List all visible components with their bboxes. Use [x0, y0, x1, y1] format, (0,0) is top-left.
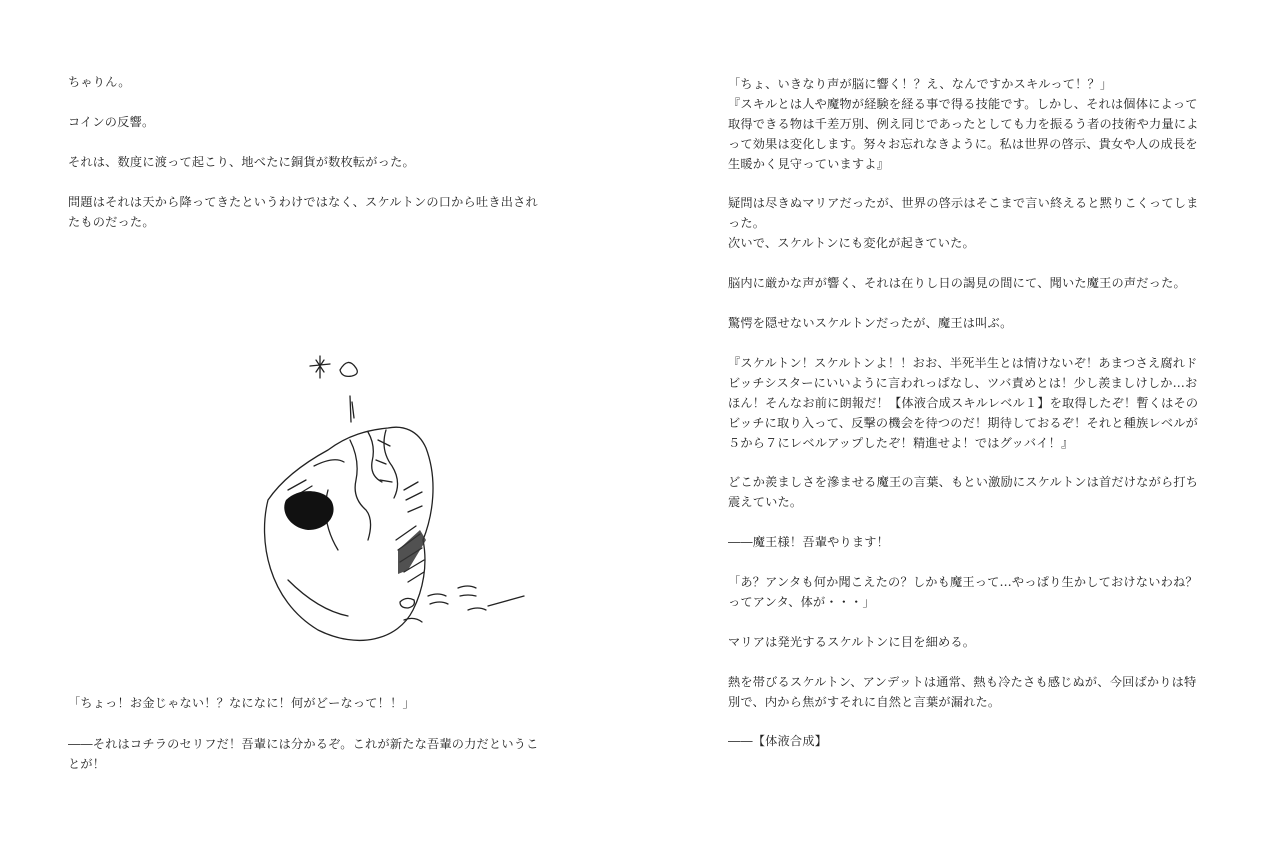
paragraph-6: ――それはコチラのセリフだ！吾輩には分かるぞ。これが新たな吾輩の力だということが！: [68, 737, 539, 771]
paragraph-15: ――魔王様！吾輩やります！: [728, 535, 890, 549]
paragraph-7: 「ちょ、いきなり声が脳に響く！？え、なんですかスキルって！？」: [728, 77, 1113, 91]
paragraph-12: 驚愕を隠せないスケルトンだったが、魔王は叫ぶ。: [728, 316, 1013, 330]
paragraph-13: 『スケルトン！スケルトンよ！！おお、半死半生とは情けないぞ！あまつさえ腐れドビッチシスターにいいように言われっぱなし、ツバ責めとは！少し羨ましけしか…おほん！そんなお前に朗報だ！【体液合成スキルレベル１】を取得したぞ！暫くはそのビッチに取り入って、反撃の機会を待つのだ！期待しておるぞ！それと種族レベルが５から７にレベルアップしたぞ！精進せよ！ではグッバイ！』: [728, 356, 1199, 450]
paragraph-18: 熱を帯びるスケルトン、アンデットは通常、熱も冷たさも感じぬが、今回ばかりは特別で、内から焦がすそれに自然と言葉が漏れた。: [728, 675, 1197, 709]
paragraph-5: 「ちょっ！お金じゃない！？なになに！何がどーなって！！」: [68, 696, 415, 710]
paragraph-19: ――【体液合成】: [728, 734, 828, 748]
paragraph-10: 次いで、スケルトンにも変化が起きていた。: [728, 236, 975, 250]
paragraph-8: 『スキルとは人や魔物が経験を経る事で得る技能です。しかし、それは個体によって取得できる物は千差万別、例え同じであったとしても力を振るう者の技術や力量によって効果は変化します。努々お忘れなきように。私は世界の啓示、貴女や人の成長を生暖かく見守っていますよ』: [728, 97, 1199, 171]
paragraph-1: ちゃりん。: [68, 75, 131, 89]
paragraph-4: 問題はそれは天から降ってきたというわけではなく、スケルトンの口から吐き出されたものだった。: [68, 195, 538, 229]
paragraph-2: コインの反響。: [68, 115, 155, 129]
paragraph-3: それは、数度に渡って起こり、地べたに銅貨が数枚転がった。: [68, 155, 415, 169]
paragraph-17: マリアは発光するスケルトンに目を細める。: [728, 635, 976, 649]
paragraph-9: 疑問は尽きぬマリアだったが、世界の啓示はそこまで言い終えると黙りこくってしまった。: [728, 196, 1199, 230]
paragraph-14: どこか羨ましさを滲ませる魔王の言葉、もとい激励にスケルトンは首だけながら打ち震えていた。: [728, 475, 1199, 509]
paragraph-16: 「あ？アンタも何か聞こえたの？しかも魔王って…やっぱり生かしておけないわね？ってアンタ、体が・・・」: [728, 575, 1198, 609]
paragraph-11: 脳内に厳かな声が響く、それは在りし日の謁見の間にて、聞いた魔王の声だった。: [728, 276, 1186, 290]
